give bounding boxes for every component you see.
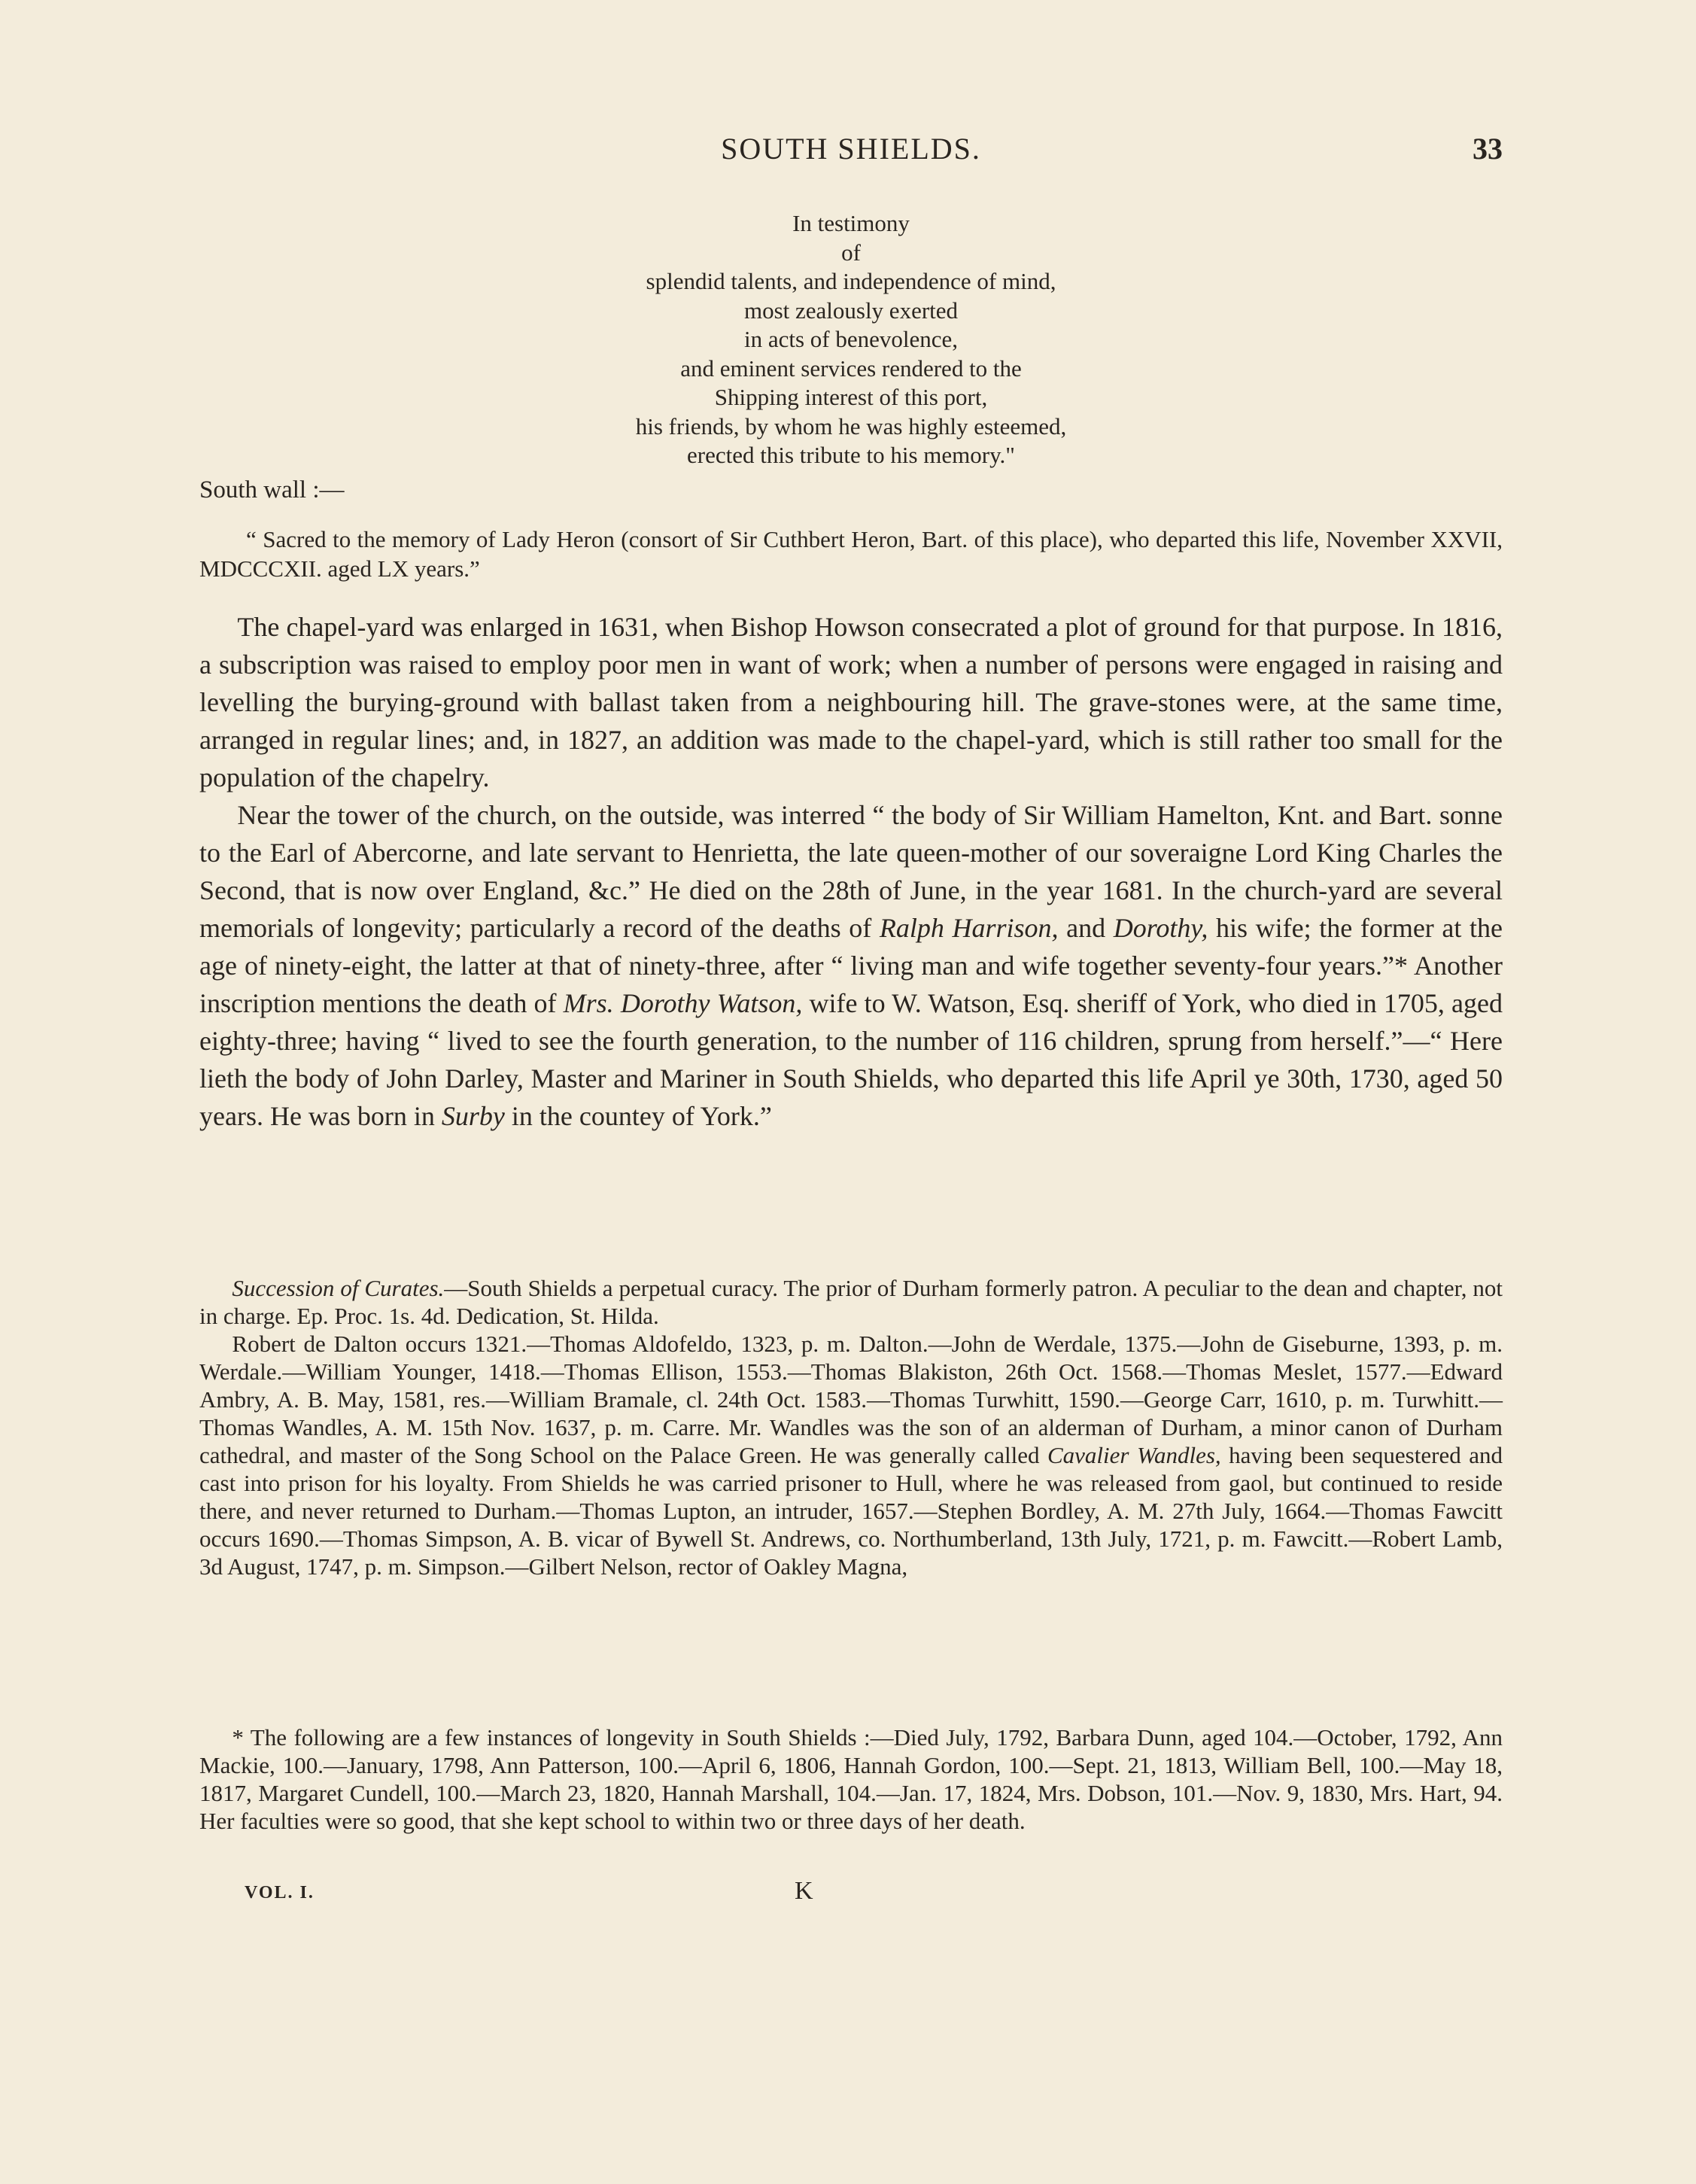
lady-heron-inscription: “ Sacred to the memory of Lady Heron (consort of Sir Cuthbert Heron, Bart. of this place), who departed this life, November XXVII, MDCCCXII. aged LX years.” (199, 526, 1503, 582)
text-run: wife to W. Watson, Esq. sheriff of York, who died in 1705, aged eighty-three; having “ lived to see the fourth generation, to the number of 116 children, sprung from herself.”—“ Here lieth the body of John Darley, Master and Mariner in South Shields, who departed this life April ye 30th, 1730, aged 50 years. He was born in (199, 988, 1503, 1131)
curates-list (199, 1330, 1503, 1580)
epitaph-inscription (199, 209, 1503, 470)
epitaph-line: splendid talents, and independence of mind, (646, 268, 1056, 294)
south-wall-label: South wall :— (199, 476, 345, 503)
epitaph-line: of (841, 239, 861, 266)
running-title: SOUTH SHIELDS. (721, 132, 981, 166)
epitaph-line: erected this tribute to his memory." (687, 442, 1015, 468)
italic-name: Mrs. Dorothy Watson, (563, 988, 803, 1018)
text-run: Near the tower of the church, on the outside, was interred “ the body of Sir William Hamelton, Knt. and Bart. sonne to the Earl of Abercorne, and late servant to Henrietta, the late queen-mother of our soveraigne Lord King Charles the Second, that is now over England, &c.” He died on the 28th of June, in the year 1681. In the church-yard are several memorials of longevity; particularly a record of the deaths of (199, 800, 1503, 943)
text-run: his wife; the former at the age of ninety-eight, the latter at that of ninety-three, after “ living man and wife together seventy-four years.”* Another inscription mentions the death of (199, 913, 1503, 1018)
text-run: in the countey of York.” (504, 1101, 772, 1131)
italic-name: Ralph Harrison, (879, 913, 1059, 943)
main-text (199, 608, 1503, 1135)
paragraph-chapel-yard: The chapel-yard was enlarged in 1631, when Bishop Howson consecrated a plot of ground for that purpose. In 1816, a subscription was raised to employ poor men in want of work; when a number of persons were engaged in raising and levelling the burying-ground with ballast taken from a neighbouring hill. The grave-stones were, at the same time, arranged in regular lines; and, in 1827, an addition was made to the chapel-yard, which is still rather too small for the population of the chapelry. (199, 612, 1503, 792)
page-header (199, 131, 1503, 176)
paragraph-memorials (199, 796, 1503, 1135)
text-run: Robert de Dalton occurs 1321.—Thomas Aldofeldo, 1323, p. m. Dalton.—John de Werdale, 1375.—John de Giseburne, 1393, p. m. Werdale.—William Younger, 1418.—Thomas Ellison, 1553.—Thomas Blakiston, 26th Oct. 1568.—Thomas Meslet, 1577.—Edward Ambry, A. B. May, 1581, res.—William Bramale, cl. 24th Oct. 1583.—Thomas Turwhitt, 1590.—George Carr, 1610, p. m. Turwhitt.—Thomas Wandles, A. M. 15th Nov. 1637, p. m. Carre. Mr. Wandles was the son of an alderman of Durham, a minor canon of Durham cathedral, and master of the Song School on the Palace Green. He was generally called (199, 1331, 1503, 1468)
italic-name: Cavalier Wandles, (1047, 1442, 1221, 1468)
signature-mark: K (795, 1877, 813, 1905)
text-run: having been sequestered and cast into prison for his loyalty. From Shields he was carried prisoner to Hull, where he was released from gaol, but continued to reside there, and never returned to Durham.—Thomas Lupton, an intruder, 1657.—Stephen Bordley, A. M. 27th July, 1664.—Thomas Fawcitt occurs 1690.—Thomas Simpson, A. B. vicar of Bywell St. Andrews, co. Northumberland, 13th July, 1721, p. m. Fawcitt.—Robert Lamb, 3d August, 1747, p. m. Simpson.—Gilbert Nelson, rector of Oakley Magna, (199, 1442, 1503, 1580)
succession-of-curates (199, 1274, 1503, 1580)
epitaph-line: his friends, by whom he was highly esteemed, (635, 412, 1067, 440)
italic-place: Surby (441, 1101, 505, 1131)
italic-name: Dorothy, (1113, 913, 1208, 943)
page-number: 33 (1473, 132, 1503, 166)
epitaph-line: and eminent services rendered to the (680, 354, 1022, 382)
epitaph-line: In testimony (792, 210, 910, 236)
epitaph-line: most zealously exerted (743, 297, 959, 324)
epitaph-line: in acts of benevolence, (743, 326, 959, 352)
footnote-text: * The following are a few instances of longevity in South Shields :—Died July, 1792, Barbara Dunn, aged 104.—October, 1792, Ann Mackie, 100.—January, 1798, Ann Patterson, 100.—April 6, 1806, Hannah Gordon, 100.—Sept. 21, 1813, William Bell, 100.—May 18, 1817, Margaret Cundell, 100.—March 23, 1820, Hannah Marshall, 104.—Jan. 17, 1824, Mrs. Dobson, 101.—Nov. 9, 1830, Mrs. Hart, 94. Her faculties were so good, that she kept school to within two or three days of her death. (199, 1724, 1503, 1834)
text-run: and (1058, 913, 1114, 943)
curates-intro (199, 1274, 1503, 1330)
text-run: —South Shields a perpetual curacy. The prior of Durham formerly patron. A peculiar to the dean and chapter, not in charge. Ep. Proc. 1s. 4d. Dedication, St. Hilda. (199, 1275, 1503, 1329)
volume-label: VOL. I. (245, 1883, 315, 1903)
curates-heading: Succession of Curates. (232, 1275, 445, 1301)
footnote (199, 1723, 1503, 1835)
epitaph-line: Shipping interest of this port, (714, 384, 988, 410)
